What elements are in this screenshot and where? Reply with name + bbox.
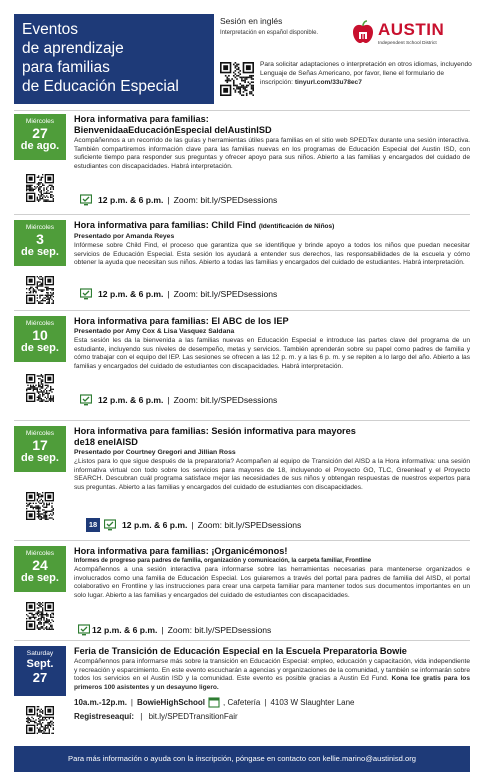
event-time: 12 p.m. & 6 p.m. — [98, 195, 164, 205]
divider — [14, 310, 470, 311]
tv-check-icon — [80, 394, 92, 406]
date-weekday: Miércoles — [25, 430, 55, 437]
fair-time: 10a.m.-12p.m. — [74, 697, 127, 707]
qr-code-icon — [220, 62, 254, 96]
fair-place-detail: , Cafetería — [223, 697, 261, 707]
event-body — [74, 646, 470, 721]
qr-code-icon — [26, 706, 54, 734]
event-description: Acompáñennos a una sesión interactiva para informarse sobre las herramientas necesarias para mantenerse organizados e involucrados como una familia de Educación Especial. Los guiaremos a través del portal para padres de familia del AISD, el portal colaborativo en Frontline y las instrucciones para crear una carpeta familiar para mantener todos sus documentos importantes en un solo lugar. Abierto a las familias y encargados del cuidado de estudiantes con discapacidades. — [74, 566, 470, 599]
event-presenter: Presentado por Amy Cox & Lisa Vasquez Saldana — [74, 328, 235, 335]
zoom-link[interactable]: Zoom: bit.ly/SPEDsessions — [173, 395, 278, 405]
qr-code-icon — [26, 374, 54, 402]
event-time: 12 p.m. & 6 p.m. — [92, 625, 158, 635]
title-box — [14, 14, 214, 104]
title-line-4: de Educación Especial — [22, 78, 179, 95]
title-line-3: para familias — [22, 59, 110, 76]
event-title: Hora informativa para familias: El ABC de los IEP — [74, 316, 289, 326]
date-number: 24 — [32, 557, 48, 573]
tv-check-icon — [80, 288, 92, 300]
qr-code-icon — [26, 492, 54, 520]
event-title-line-2: de18 enelAISD — [74, 437, 138, 447]
date-month: de sep. — [21, 342, 59, 354]
date-badge — [14, 426, 66, 472]
fair-time-row — [74, 696, 470, 708]
event-body — [74, 316, 470, 371]
qr-code-icon — [26, 602, 54, 630]
interpretation-note: Interpretación en español disponible. — [220, 30, 319, 36]
logo-name: AUSTIN — [378, 20, 445, 39]
separator: | — [130, 697, 133, 707]
language-info — [220, 16, 350, 36]
event-body — [74, 220, 470, 268]
date-badge — [14, 546, 66, 592]
divider — [14, 420, 470, 421]
date-weekday: Miércoles — [25, 224, 55, 231]
separator: | — [191, 520, 194, 530]
fair-place: BowieHighSchool — [137, 697, 205, 707]
date-badge — [14, 646, 66, 696]
separator: | — [140, 712, 143, 722]
tv-check-icon — [104, 519, 116, 531]
event-description: Infórmese sobre Child Find, el proceso que garantiza que se identifique y brinde apoyo a todos los niños que puedan necesitar servicios de Educación Especial. Esta sesión los ayudará a entender sus derechos, las responsabilidades de la escuela y cómo obtener la ayuda que necesitan sus niños. Abierto a todas las familias y encargados del cuidado de estudiantes. Habrá interpretación. — [74, 242, 470, 267]
event-description: ¿Listos para lo que sigue después de la preparatoria? Acompañen al equipo de Transición del AISD a la Hora informativa: una sesión informativa virtual con todo sobre los servicios para mayores de 18, incluyendo el Proyecto GO, TLC, Greenleaf y el Proyecto SEARCH. Descubran cuál programa satisface mejor las necesidades de sus niños y obtengan respuestas de nuestros expertos para sus preguntas. Abierto a las familias y encargados del cuidado de estudiantes con discapacidades. — [74, 458, 470, 491]
accommodations-text: Para solicitar adaptaciones o interpretación en otros idiomas, incluyendo Lenguaje de Señas Americano, por favor, llene el formulario de inscripción: — [260, 61, 472, 86]
event-presenter: Presentado por Courtney Gregori and Jillian Ross — [74, 449, 236, 456]
zoom-link[interactable]: Zoom: bit.ly/SPEDsessions — [197, 520, 302, 530]
event-sep-24 — [14, 546, 470, 638]
separator: | — [161, 625, 164, 635]
date-month: de sep. — [21, 246, 59, 258]
date-number: 27 — [32, 125, 48, 141]
fair-description: Acompáñennos para informarse más sobre la transición en Educación Especial: empleo, educación y capacitación, vida independiente y recreación y esparcimiento. En este evento escucharán a agencias y organizaciones de la comunidad, y también se informarán sobre todos los servicios en el Austin ISD y la comunidad. Este evento es posible gracias a Austin Ed Fund. — [74, 658, 470, 683]
divider — [14, 640, 470, 641]
date-badge — [14, 220, 66, 266]
date-number: 10 — [32, 327, 48, 343]
qr-code-icon — [26, 276, 54, 304]
title-line-2: de aprendizaje — [22, 40, 124, 57]
event-sep-3 — [14, 220, 470, 312]
event-time-row — [80, 394, 277, 406]
separator: | — [167, 195, 170, 205]
event-title — [74, 220, 470, 232]
zoom-link[interactable]: Zoom: bit.ly/SPEDsessions — [173, 195, 278, 205]
event-time: 12 p.m. & 6 p.m. — [98, 395, 164, 405]
date-month: Sept. — [26, 658, 54, 670]
date-weekday: Saturday — [26, 650, 54, 657]
event-time-row — [80, 288, 277, 300]
divider — [14, 110, 470, 111]
fair-register-row — [74, 712, 470, 721]
divider — [14, 540, 470, 541]
separator: | — [264, 697, 267, 707]
date-month: de sep. — [21, 572, 59, 584]
event-presenter: Informes de progreso para padres de familia, organización y comunicación, la carpeta familiar, Frontline — [74, 558, 372, 564]
tv-check-icon — [78, 624, 90, 636]
event-description: Esta sesión les da la bienvenida a las familias nuevas en Educación Especial e introduce las partes clave del programa de un estudiante, incluyendo sus niveles de desempeño, metas y servicios. También aprenderán sobre su papel como padres de familia y cómo trabajar con el equipo del IEP. Las sesiones se ofrecen a las 12 p. m. y a las 6 p. m. y se repiten a lo largo del año. Abierto a las familias y encargados del cuidado de estudiantes con discapacidades. Habrá interpretación. — [74, 337, 470, 370]
event-title-line-2: BienvenidaaEducaciónEspecial delAustinISD — [74, 125, 272, 135]
divider — [14, 214, 470, 215]
date-badge — [14, 316, 66, 362]
event-transition-fair — [14, 646, 470, 742]
event-title-text: Hora informativa para familias: Child Find — [74, 220, 257, 230]
event-title: Hora informativa para familias: ¡Organicémonos! — [74, 546, 288, 556]
event-title: Hora informativa para familias: — [74, 114, 209, 124]
accommodations-note — [260, 60, 476, 87]
apple-logo-icon — [352, 20, 374, 44]
event-title: Hora informativa para familias: Sesión informativa para mayores — [74, 426, 356, 436]
event-presenter: Presentado por Amanda Reyes — [74, 233, 175, 240]
zoom-link[interactable]: Zoom: bit.ly/SPEDsessions — [167, 625, 272, 635]
event-sep-10 — [14, 316, 470, 412]
header — [14, 14, 470, 104]
event-body — [74, 426, 470, 492]
date-badge — [14, 114, 66, 160]
date-weekday: Miércoles — [25, 550, 55, 557]
event-time-row — [80, 194, 277, 206]
register-link[interactable]: bit.ly/SPEDTransitionFair — [148, 712, 238, 722]
date-number: 17 — [32, 437, 48, 453]
title-line-1: Eventos — [22, 21, 79, 38]
date-number: 27 — [32, 670, 48, 685]
event-description — [74, 658, 470, 692]
date-number: 3 — [36, 231, 44, 247]
session-language: Sesión en inglés — [220, 16, 283, 26]
event-time-row — [86, 518, 301, 532]
event-time: 12 p.m. & 6 p.m. — [98, 289, 164, 299]
separator: | — [167, 289, 170, 299]
austin-isd-logo — [352, 14, 470, 54]
event-time-row — [78, 624, 271, 636]
event-aug-27 — [14, 114, 470, 210]
calendar-icon — [208, 696, 220, 708]
date-weekday: Miércoles — [25, 118, 55, 125]
event-title: Feria de Transición de Educación Especial en la Escuela Preparatoria Bowie — [74, 646, 407, 656]
event-body — [74, 114, 470, 171]
zoom-link[interactable]: Zoom: bit.ly/SPEDsessions — [173, 289, 278, 299]
qr-code-icon — [26, 174, 54, 202]
logo-subtitle: Independent School District — [378, 41, 437, 46]
separator: | — [167, 395, 170, 405]
event-title-note: (Identificación de Niños) — [258, 223, 335, 230]
date-month: de sep. — [21, 452, 59, 464]
fair-highlight: Kona Ice gratis para los primeros 100 asistentes y un desayuno ligero. — [74, 675, 470, 691]
fair-address: 4103 W Slaughter Lane — [270, 697, 355, 707]
date-month: de ago. — [20, 140, 60, 152]
age-18-badge: 18 — [86, 518, 100, 532]
accommodations-link[interactable]: tinyurl.com/33u78ec7 — [294, 79, 362, 86]
event-time: 12 p.m. & 6 p.m. — [122, 520, 188, 530]
event-sep-17 — [14, 426, 470, 538]
register-label: Registreseaquí: — [74, 712, 135, 722]
event-description: Acompáñennos a un recorrido de las guías y herramientas útiles para familias en el sitio web SPEDTex durante una sesión interactiva. También compartiremos información clave para las familias nuevas en los programas de Educación Especial del Austin ISD, con suficiente tiempo para responder sus preguntas y ofrecer apoyo para sus niños. Abierto a las familias y encargados del cuidado de estudiantes con discapacidades. Habrá interpretación. — [74, 137, 470, 170]
event-body — [74, 546, 470, 600]
footer — [14, 746, 470, 772]
footer-contact: Para más información o ayuda con la inscripción, póngase en contacto con kellie.marino@austinisd.org — [68, 754, 416, 763]
tv-check-icon — [80, 194, 92, 206]
date-weekday: Miércoles — [25, 320, 55, 327]
